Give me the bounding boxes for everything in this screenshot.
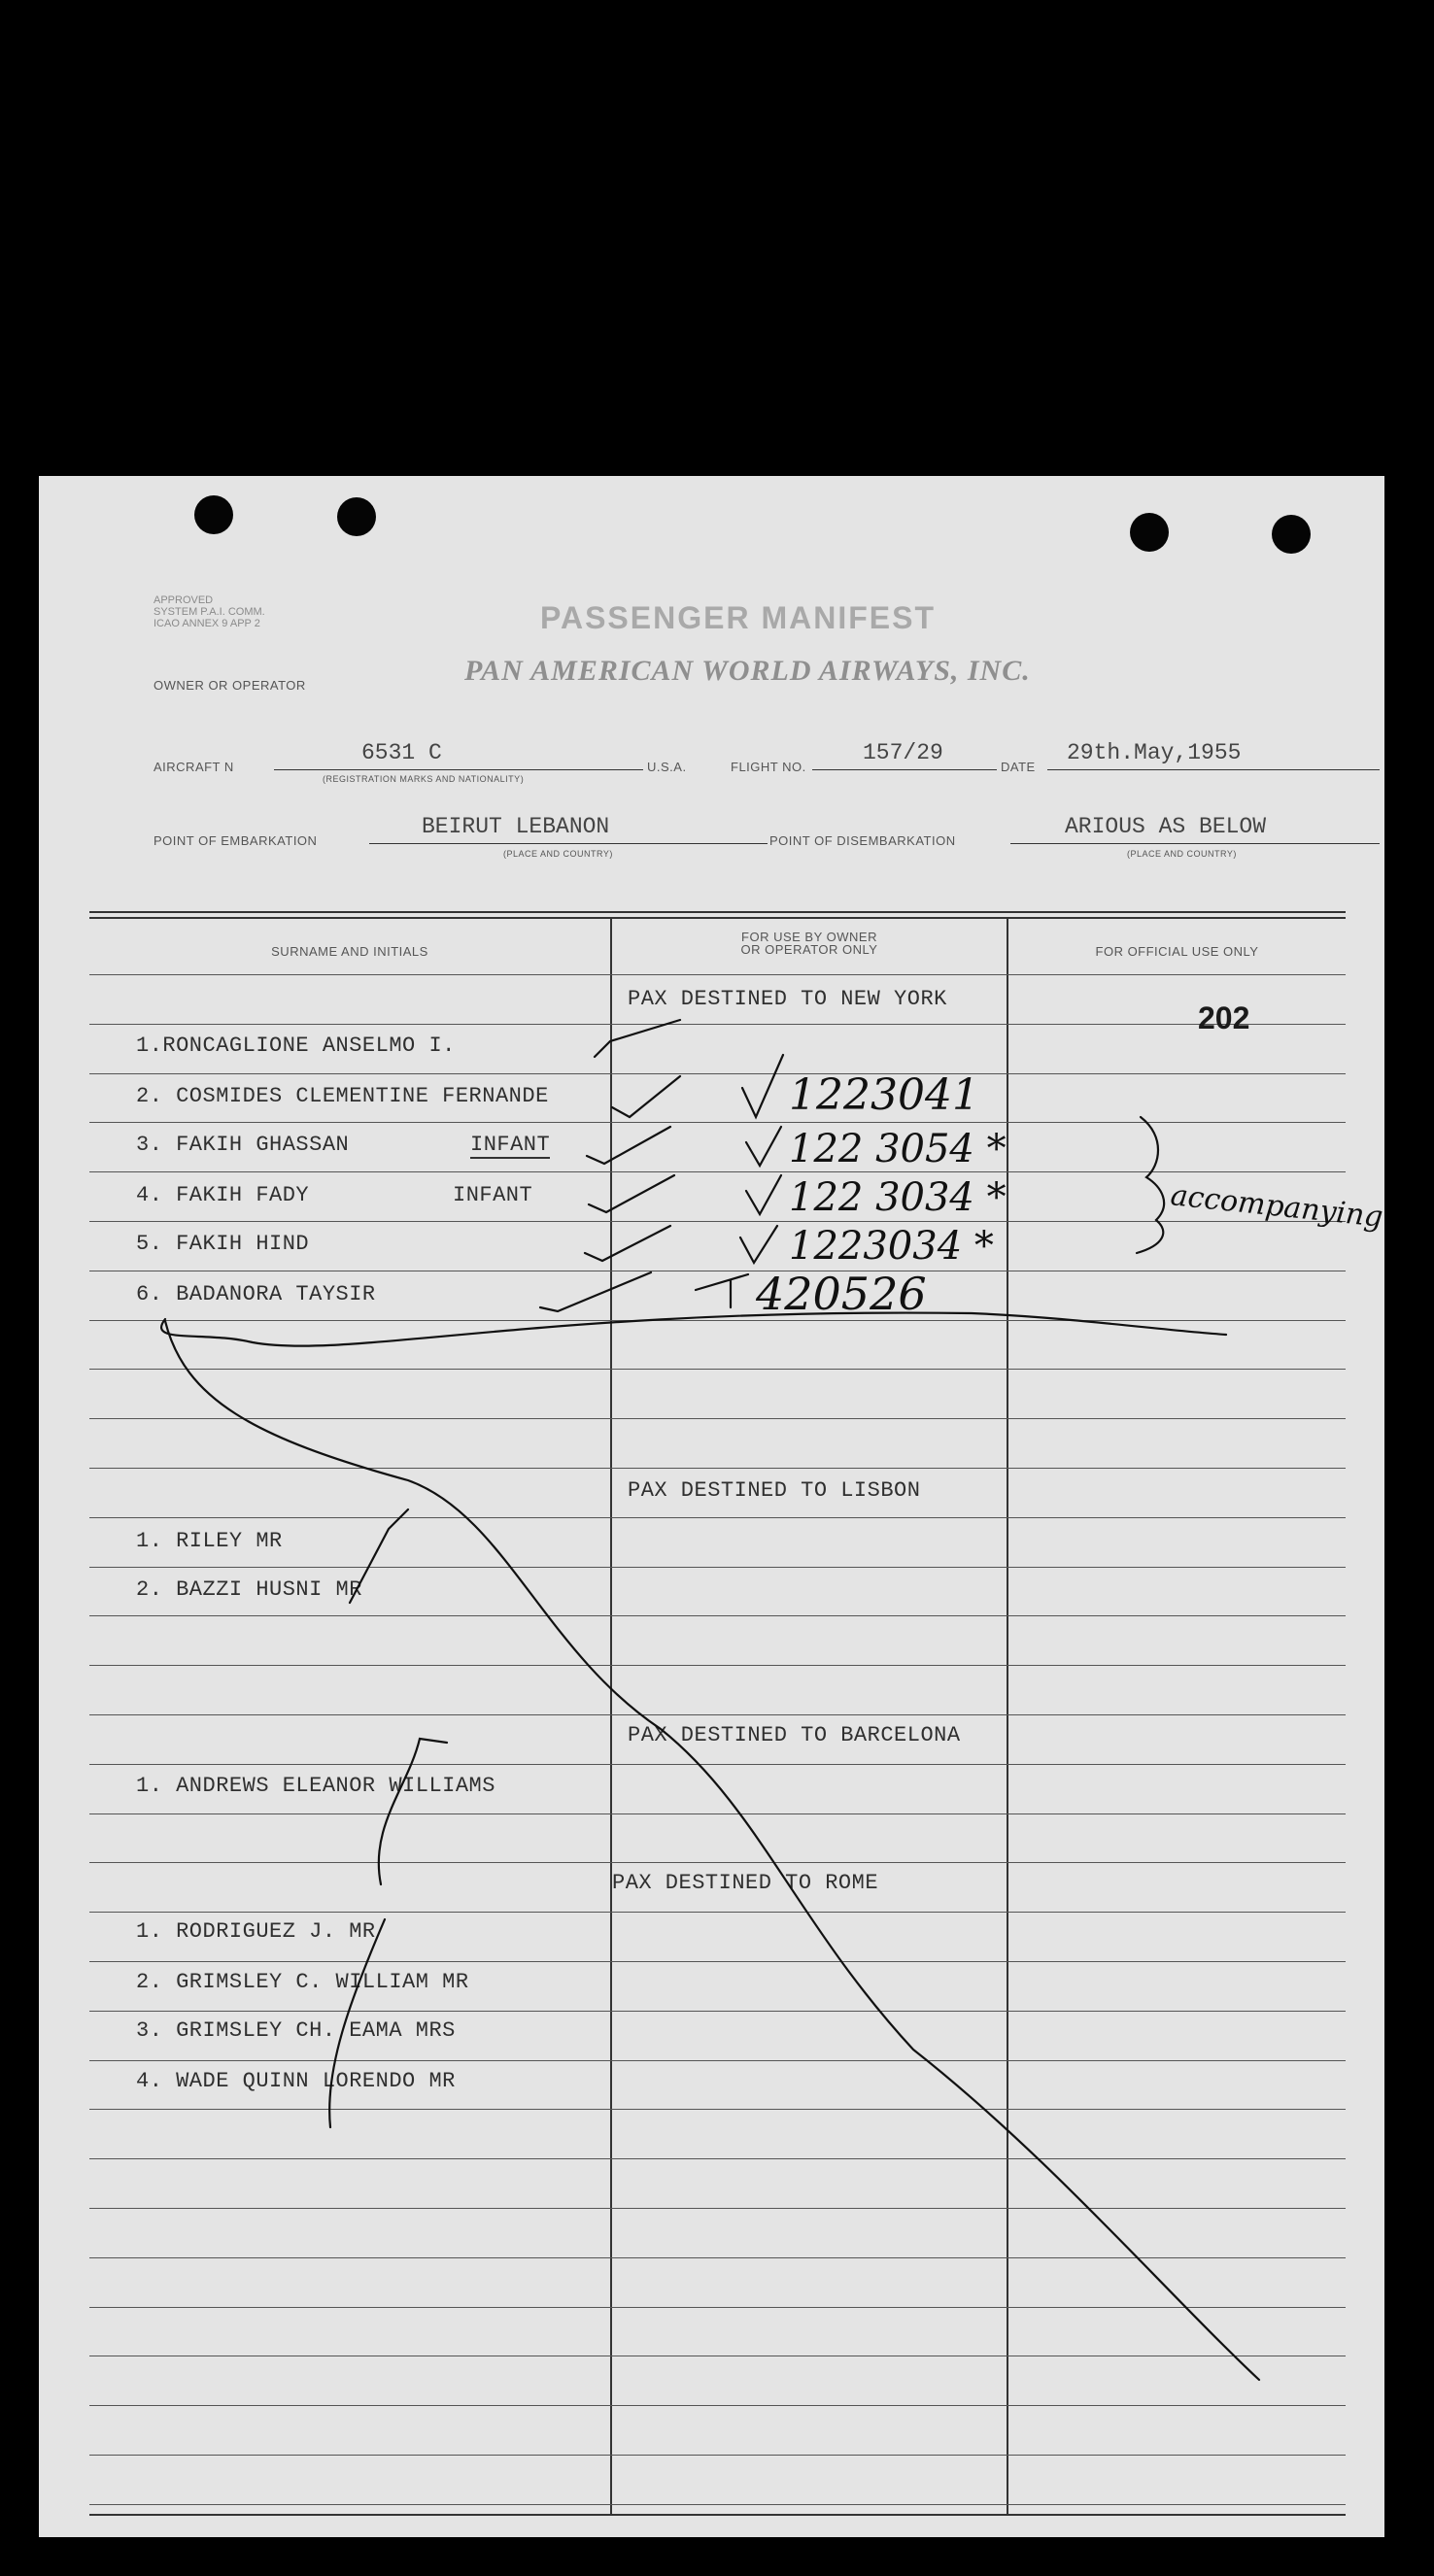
punch-hole-3	[1130, 513, 1169, 552]
table-row-line	[89, 1961, 1346, 1962]
disembarkation-label: POINT OF DISEMBARKATION	[769, 833, 956, 848]
date-label: DATE	[1001, 760, 1036, 774]
table-row-line	[89, 1418, 1346, 1419]
disembarkation-value: ARIOUS AS BELOW	[1065, 814, 1267, 839]
passenger-ny-3: 3. FAKIH GHASSAN	[136, 1133, 350, 1157]
table-row-line	[89, 974, 1346, 975]
flight-label: FLIGHT NO.	[731, 760, 806, 774]
table-row-line	[89, 1714, 1346, 1715]
punch-hole-1	[194, 495, 233, 534]
table-row-line	[89, 1764, 1346, 1765]
table-row-line	[89, 2257, 1346, 2258]
table-row-line	[89, 2208, 1346, 2209]
table-row-line	[89, 2455, 1346, 2456]
owner-label: OWNER OR OPERATOR	[154, 678, 306, 693]
flight-value: 157/29	[863, 740, 943, 765]
embarkation-label: POINT OF EMBARKATION	[154, 833, 318, 848]
aircraft-underline	[274, 769, 643, 770]
table-row-line	[89, 2405, 1346, 2406]
table-row-line	[89, 1320, 1346, 1321]
passenger-lisbon-2: 2. BAZZI HUSNI MR	[136, 1577, 362, 1602]
section-new-york: PAX DESTINED TO NEW YORK	[628, 987, 947, 1011]
column-header-surname: SURNAME AND INITIALS	[271, 944, 428, 959]
table-row-line	[89, 1912, 1346, 1913]
approval-note: APPROVED SYSTEM P.A.I. COMM. ICAO ANNEX 9 APP 2	[154, 594, 265, 629]
column-header-owner-use: FOR USE BY OWNER OR OPERATOR ONLY	[740, 930, 878, 957]
table-row-line	[89, 1567, 1346, 1568]
infant-label-4: INFANT	[453, 1183, 533, 1207]
date-underline	[1047, 769, 1380, 770]
ticket-number-5: 1223034 *	[789, 1224, 994, 1269]
page-title: PASSENGER MANIFEST	[540, 600, 936, 635]
table-row-line	[89, 2109, 1346, 2110]
manifest-sheet	[39, 476, 1384, 2537]
column-header-official-use: FOR OFFICIAL USE ONLY	[1095, 944, 1259, 959]
ticket-number-3: 122 3054 *	[789, 1127, 1007, 1171]
column-divider-1	[610, 917, 612, 2516]
table-row-line	[89, 2011, 1346, 2012]
table-row-line	[89, 1517, 1346, 1518]
table-row-line	[89, 1024, 1346, 1025]
column-divider-2	[1007, 917, 1008, 2516]
section-lisbon: PAX DESTINED TO LISBON	[628, 1478, 921, 1503]
table-row-line	[89, 1665, 1346, 1666]
infant-label-3: INFANT	[470, 1133, 551, 1157]
disembarkation-underline	[1010, 843, 1380, 844]
aircraft-label: AIRCRAFT N	[154, 760, 234, 774]
passenger-ny-1: 1.RONCAGLIONE ANSELMO I.	[136, 1034, 456, 1058]
embarkation-sublabel: (PLACE AND COUNTRY)	[503, 849, 613, 859]
ticket-number-4: 122 3034 *	[789, 1175, 1007, 1220]
section-barcelona: PAX DESTINED TO BARCELONA	[628, 1723, 961, 1747]
table-row-line	[89, 1073, 1346, 1074]
ticket-number-6: 420526	[756, 1268, 927, 1320]
passenger-ny-2: 2. COSMIDES CLEMENTINE FERNANDE	[136, 1084, 549, 1108]
accompanying-note: accompanying	[1169, 1178, 1385, 1235]
table-row-line	[89, 1369, 1346, 1370]
table-row-line	[89, 2060, 1346, 2061]
airline-name: PAN AMERICAN WORLD AIRWAYS, INC.	[464, 655, 1031, 687]
official-stamp-number: 202	[1198, 1000, 1250, 1035]
flight-underline	[812, 769, 997, 770]
date-value: 29th.May,1955	[1067, 740, 1242, 765]
table-row-line	[89, 2504, 1346, 2505]
table-row-line	[89, 1813, 1346, 1814]
table-top-rule	[89, 911, 1346, 913]
table-row-line	[89, 2158, 1346, 2159]
passenger-ny-4: 4. FAKIH FADY	[136, 1183, 310, 1207]
passenger-rome-1: 1. RODRIGUEZ J. MR	[136, 1919, 376, 1944]
table-row-line	[89, 1122, 1346, 1123]
passenger-barcelona-1: 1. ANDREWS ELEANOR WILLIAMS	[136, 1774, 495, 1798]
table-row-line	[89, 1615, 1346, 1616]
aircraft-value: 6531 C	[361, 740, 442, 765]
embarkation-value: BEIRUT LEBANON	[422, 814, 610, 839]
passenger-ny-6: 6. BADANORA TAYSIR	[136, 1282, 376, 1306]
usa-label: U.S.A.	[647, 760, 687, 774]
section-rome: PAX DESTINED TO ROME	[612, 1871, 879, 1895]
aircraft-sublabel: (REGISTRATION MARKS AND NATIONALITY)	[323, 774, 525, 784]
punch-hole-4	[1272, 515, 1311, 554]
disembarkation-sublabel: (PLACE AND COUNTRY)	[1127, 849, 1237, 859]
passenger-rome-3: 3. GRIMSLEY CH. EAMA MRS	[136, 2018, 456, 2043]
passenger-rome-2: 2. GRIMSLEY C. WILLIAM MR	[136, 1970, 469, 1994]
table-bottom-rule	[89, 2514, 1346, 2516]
ticket-number-2: 1223041	[789, 1070, 979, 1120]
table-row-line	[89, 1171, 1346, 1172]
passenger-rome-4: 4. WADE QUINN LORENDO MR	[136, 2069, 456, 2093]
table-top-rule-2	[89, 917, 1346, 919]
passenger-ny-5: 5. FAKIH HIND	[136, 1232, 310, 1256]
table-row-line	[89, 1468, 1346, 1469]
table-row-line	[89, 1221, 1346, 1222]
table-row-line	[89, 2307, 1346, 2308]
passenger-lisbon-1: 1. RILEY MR	[136, 1529, 283, 1553]
embarkation-underline	[369, 843, 768, 844]
table-row-line	[89, 1862, 1346, 1863]
punch-hole-2	[337, 497, 376, 536]
